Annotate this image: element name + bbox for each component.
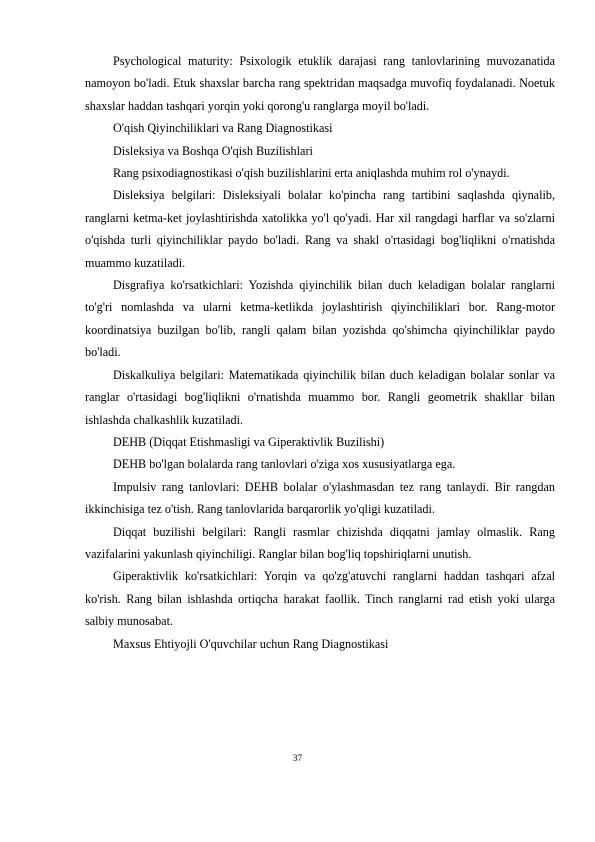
paragraph-psychological-maturity: Psychological maturity: Psixologik etuklik darajasi rang tanlovlarining muvozanatida namoyon bo'ladi. Etuk shaxslar barcha rang spektridan maqsadga muvofiq foydalanadi. Noetuk shaxslar haddan tashqari yorqin yoki qorong'u ranglarga moyil bo'ladi. bbox=[85, 54, 555, 113]
page-number: 37 bbox=[292, 754, 303, 764]
subsection-heading-dyslexia: Disleksiya va Boshqa O'qish Buzilishlari bbox=[113, 143, 313, 158]
paragraph-dyscalculia-signs: Diskalkuliya belgilari: Matematikada qiyinchilik bilan duch keladigan bolalar sonlar va ranglar o'rtasidagi bog'liqlikni o'rnatishda muammo bor. Rangli geometrik shakllar bilan ishlashda chalkashlik kuzatiladi. bbox=[85, 367, 555, 427]
paragraph-hyperactivity-signs: Giperaktivlik ko'rsatkichlari: Yorqin va qo'zg'atuvchi ranglarni haddan tashqari afzal ko'rish. Rang bilan ishlashda ortiqcha harakat faollik. Tinch ranglarni rad etish yoki ularga salbiy munosabat. bbox=[85, 569, 555, 629]
document-body bbox=[85, 50, 555, 655]
paragraph-intro-diagnostics: Rang psixodiagnostikasi o'qish buzilishlarini erta aniqlashda muhim rol o'ynaydi. bbox=[113, 166, 510, 181]
paragraph-attention-signs: Diqqat buzilishi belgilari: Rangli rasmlar chizishda diqqatni jamlay olmaslik. Rang vazifalarini yakunlash qiyinchiligi. Ranglar bilan bog'liq topshiriqlarni unutish. bbox=[85, 524, 555, 561]
paragraph-dyslexia-signs: Disleksiya belgilari: Disleksiyali bolalar ko'pincha rang tartibini saqlashda qiynalib, ranglarni ketma-ket joylashtirishda xatolikka yo'l qo'yadi. Har xil rangdagi harflar va so'zlarni o'qishda turli qiyinchiliklar paydo bo'ladi. Rang va shakl o'rtasidagi bog'liqlikni o'rnatishda muammo kuzatiladi. bbox=[85, 188, 555, 270]
section-heading-special-needs: Maxsus Ehtiyojli O'quvchilar uchun Rang Diagnostikasi bbox=[113, 636, 389, 651]
subsection-heading-adhd: DEHB (Diqqat Etishmasligi va Giperaktivlik Buzilishi) bbox=[113, 434, 385, 449]
paragraph-dysgraphia-signs: Disgrafiya ko'rsatkichlari: Yozishda qiyinchilik bilan duch keladigan bolalar ranglarni to'g'ri nomlashda va ularni ketma-ketlikda joylashtirish qiyinchiliklari bor. Rang-motor koordinatsiya buzilgan bo'lib, rangli qalam bilan yozishda qo'shimcha qiyinchiliklar paydo bo'ladi. bbox=[85, 278, 555, 360]
paragraph-adhd-intro: DEHB bo'lgan bolalarda rang tanlovlari o'ziga xos xususiyatlarga ega. bbox=[113, 457, 456, 472]
section-heading-reading-difficulties: O'qish Qiyinchiliklari va Rang Diagnostikasi bbox=[113, 121, 333, 136]
paragraph-impulsive-choices: Impulsiv rang tanlovlari: DEHB bolalar o'ylashmasdan tez rang tanlaydi. Bir rangdan ikkinchisiga tez o'tish. Rang tanlovlarida barqarorlik yo'qligi kuzatiladi. bbox=[85, 479, 555, 517]
